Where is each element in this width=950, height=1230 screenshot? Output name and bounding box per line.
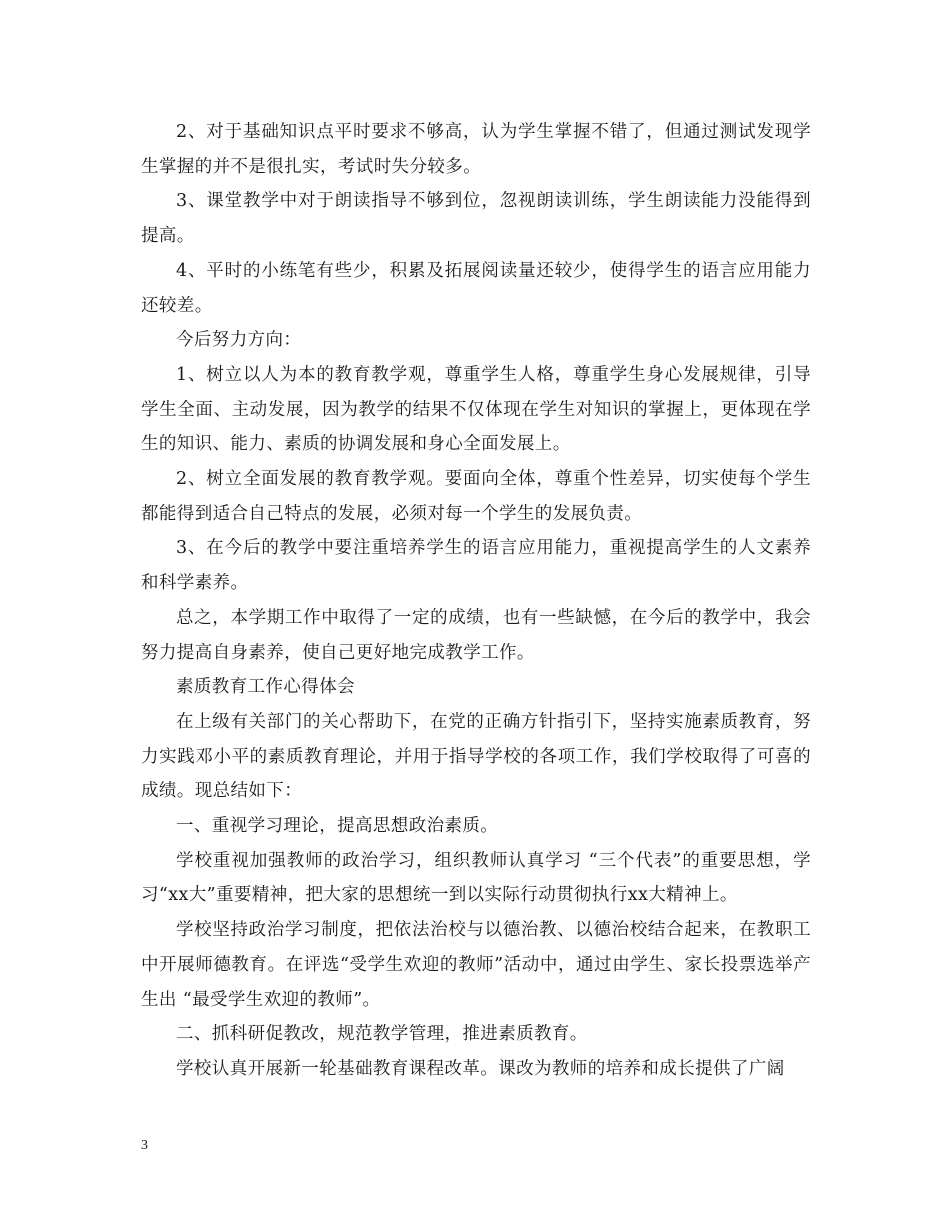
body-text: [141, 115, 811, 1087]
paragraph: 3、课堂教学中对于朗读指导不够到位，忽视朗读训练，学生朗读能力没能得到提高。: [141, 191, 811, 247]
paragraph: 4、平时的小练笔有些少，积累及拓展阅读量还较少，使得学生的语言应用能力还较差。: [141, 260, 811, 316]
paragraph: 2、对于基础知识点平时要求不够高，认为学生掌握不错了，但通过测试发现学生掌握的并不是很扎实，考试时失分较多。: [141, 122, 811, 177]
paragraph: 3、在今后的教学中要注重培养学生的语言应用能力，重视提高学生的人文素养和科学素养。: [141, 538, 811, 594]
paragraph: 学校认真开展新一轮基础教育课程改革。课改为教师的培养和成长提供了广阔: [176, 1058, 785, 1079]
page-number: 3: [141, 1138, 148, 1153]
paragraph: 2、树立全面发展的教育教学观。要面向全体，尊重个性差异，切实使每个学生都能得到适合自己特点的发展，必须对每一个学生的发展负责。: [141, 469, 811, 524]
document-title: 素质教育工作心得体会: [176, 677, 355, 698]
paragraph: 总之，本学期工作中取得了一定的成绩，也有一些缺憾，在今后的教学中，我会努力提高自身素养，使自己更好地完成教学工作。: [141, 607, 811, 663]
paragraph: 1、树立以人为本的教育教学观，尊重学生人格，尊重学生身心发展规律，引导学生全面、主动发展，因为教学的结果不仅体现在学生对知识的掌握上，更体现在学生的知识、能力、素质的协调发展和身心全面发展上。: [141, 364, 811, 455]
paragraph: 在上级有关部门的关心帮助下，在党的正确方针指引下，坚持实施素质教育，努力实践邓小平的素质教育理论，并用于指导学校的各项工作，我们学校取得了可喜的成绩。现总结如下：: [141, 711, 811, 802]
section-heading: 二、抓科研促教改，规范教学管理，推进素质教育。: [176, 1024, 588, 1045]
section-heading: 一、重视学习理论，提高思想政治素质。: [176, 816, 499, 837]
paragraph: 学校重视加强教师的政治学习，组织教师认真学习 “三个代表”的重要思想，学习“xx大”重要精神，把大家的思想统一到以实际行动贯彻执行xx大精神上。: [141, 850, 811, 906]
paragraph: 学校坚持政治学习制度，把依法治校与以德治教、以德治校结合起来，在教职工中开展师德教育。在评选“受学生欢迎的教师”活动中，通过由学生、家长投票选举产生出 “最受学生欢迎的教师”。: [141, 920, 811, 1010]
section-heading: 今后努力方向：: [176, 330, 302, 351]
